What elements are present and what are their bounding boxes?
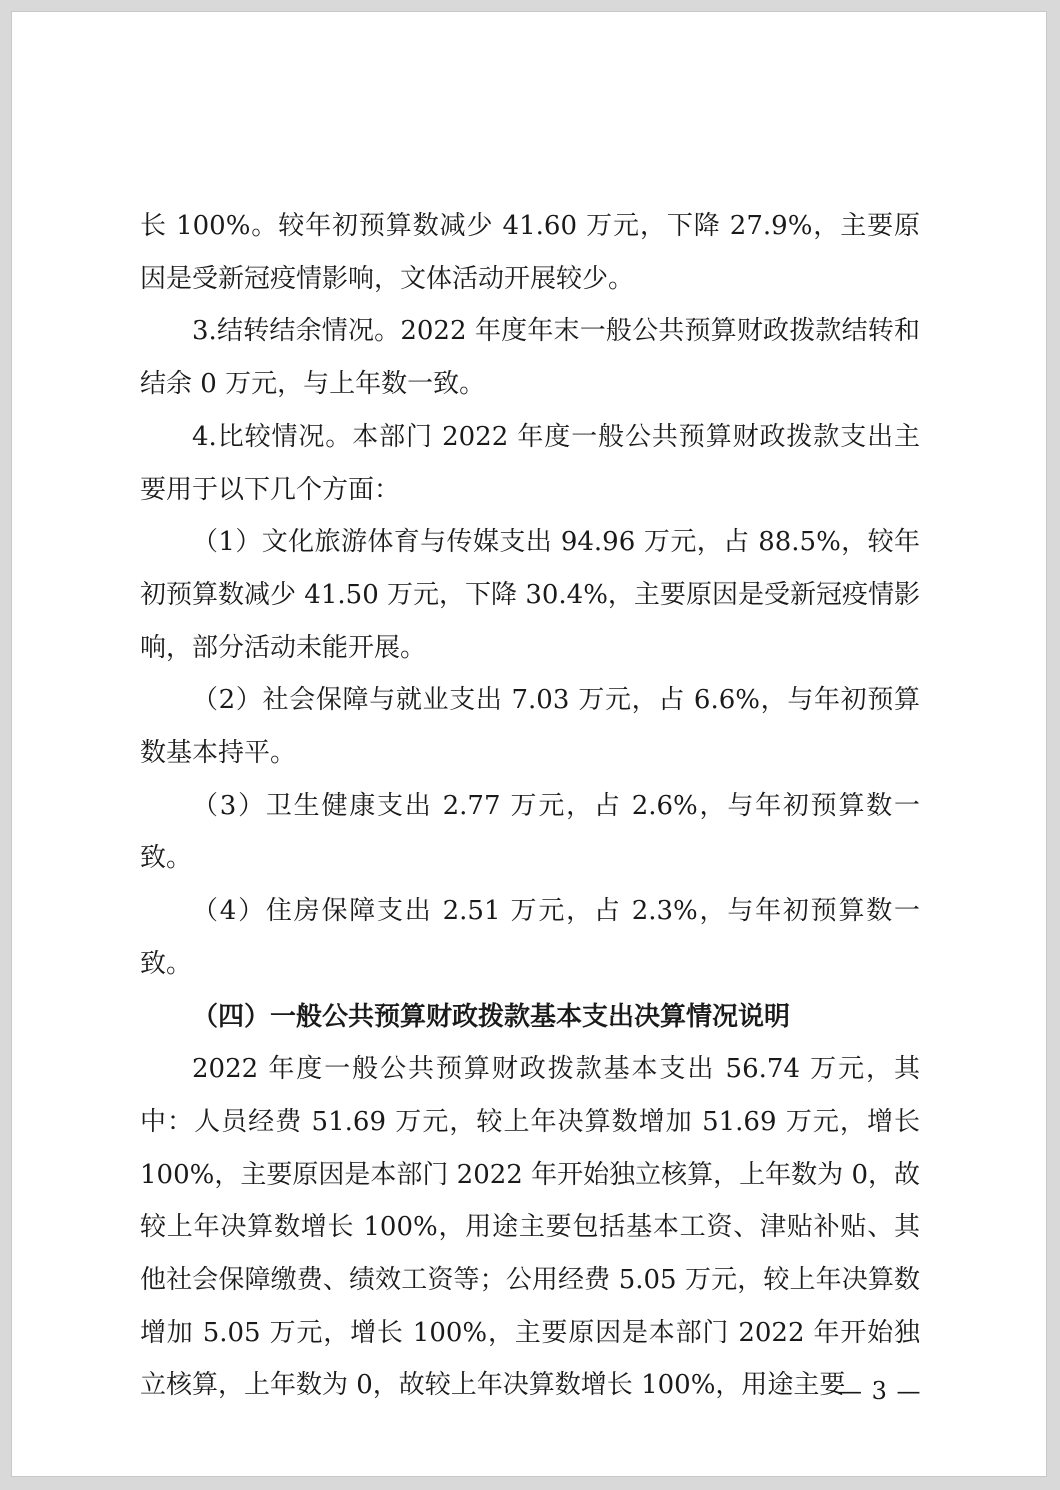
section-heading: （四）一般公共预算财政拨款基本支出决算情况说明 <box>192 1001 791 1032</box>
page-number: — 3 — <box>838 1377 922 1405</box>
paragraph-carryover-balance: 3.结转结余情况。2022 年度年末一般公共预算财政拨款结转和结余 0 万元，与上年数一致。 <box>140 316 920 400</box>
paragraph-continuation: 长 100%。较年初预算数减少 41.60 万元，下降 27.9%，主要原因是受新冠疫情影响，文体活动开展较少。 <box>140 211 920 294</box>
paragraph-item-social-security: （2）社会保障与就业支出 7.03 万元，占 6.6%，与年初预算数基本持平。 <box>140 685 920 769</box>
paragraph-comparison: 4.比较情况。本部门 2022 年度一般公共预算财政拨款支出主要用于以下几个方面： <box>140 421 920 505</box>
document-body <box>140 200 920 1412</box>
paragraph-item-health: （3）卫生健康支出 2.77 万元，占 2.6%，与年初预算数一致。 <box>140 790 920 874</box>
paragraph-item-culture: （1）文化旅游体育与传媒支出 94.96 万元，占 88.5%，较年初预算数减少 41.50 万元，下降 30.4%，主要原因是受新冠疫情影响，部分活动未能开展。 <box>140 527 920 663</box>
paragraph-item-housing: （4）住房保障支出 2.51 万元，占 2.3%，与年初预算数一致。 <box>140 896 920 979</box>
paragraph-basic-expenditure: 2022 年度一般公共预算财政拨款基本支出 56.74 万元，其中：人员经费 51.69 万元，较上年决算数增加 51.69 万元，增长 100%，主要原因是本部门 2022 年开始独立核算，上年数为 0，故较上年决算数增长 100%，用途主要包括基本工资、津贴补贴、其他社会保障缴费、绩效工资等；公用经费 5.05 万元，较上年决算数增加 5.05 万元，增长 100%，主要原因是本部门 2022 年开始独立核算，上年数为 0，故较上年决算数增长 100%，用途主要 <box>140 1054 920 1401</box>
